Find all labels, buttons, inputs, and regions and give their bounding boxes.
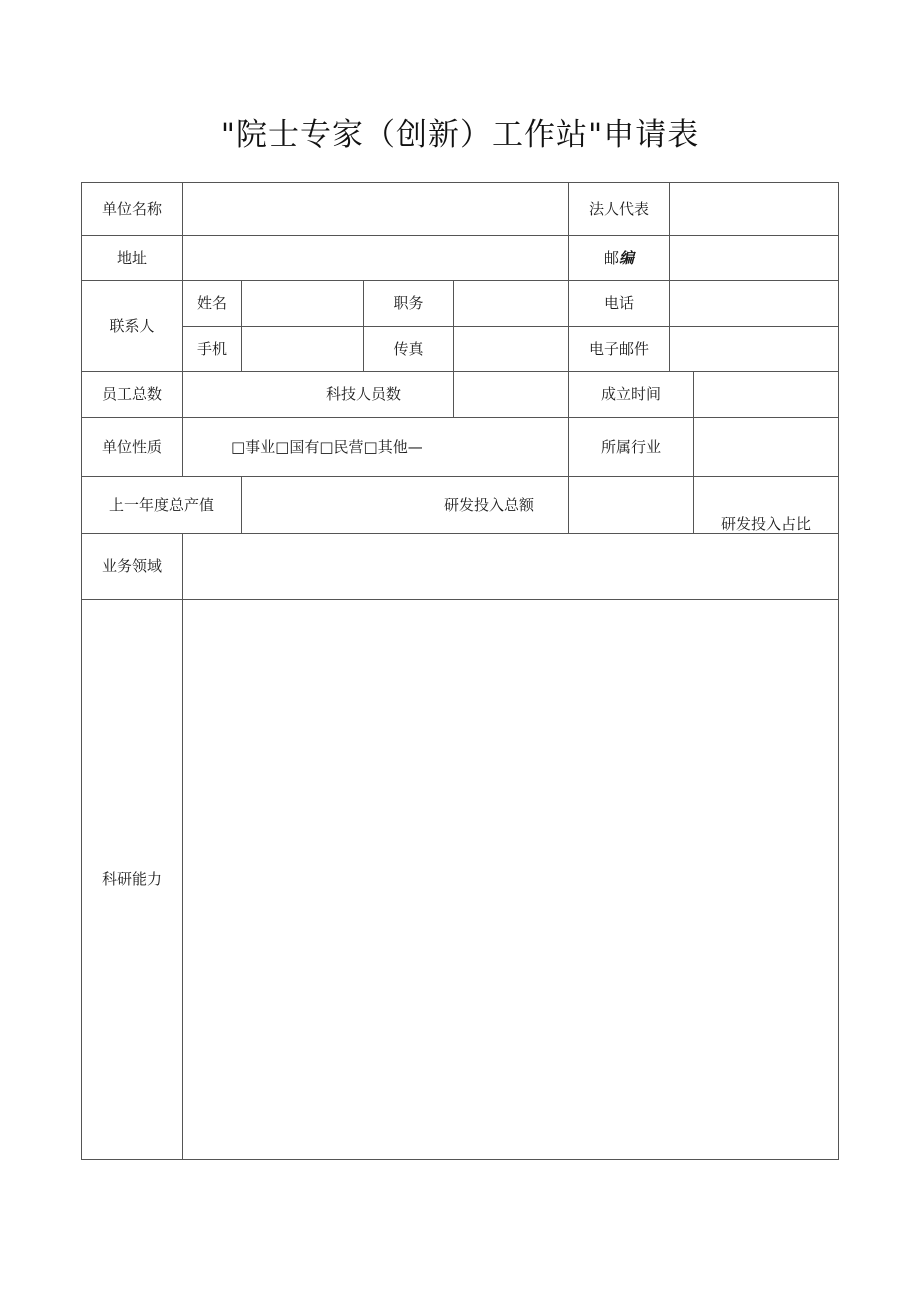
established-field[interactable] (693, 371, 839, 418)
contact-position-field[interactable] (453, 280, 569, 327)
output-value-label: 上一年度总产值 (81, 476, 242, 534)
unit-name-label: 单位名称 (81, 182, 183, 236)
fax-field[interactable] (453, 326, 569, 372)
tech-staff-field[interactable] (453, 371, 569, 418)
page-title: "院士专家（创新）工作站"申请表 (220, 117, 700, 153)
business-field-label: 业务领域 (81, 533, 183, 600)
address-label: 地址 (81, 235, 183, 281)
legal-rep-label: 法人代表 (568, 182, 670, 236)
phone-field[interactable] (669, 280, 839, 327)
contact-position-label: 职务 (363, 280, 454, 327)
staff-total-label: 员工总数 (81, 371, 183, 418)
email-label: 电子邮件 (568, 326, 670, 372)
phone-label: 电话 (568, 280, 670, 327)
rd-ratio-label: 研发投入占比 (693, 476, 839, 534)
fax-label: 传真 (363, 326, 454, 372)
postcode-label (568, 235, 670, 281)
email-field[interactable] (669, 326, 839, 372)
postcode-label-b: 编 (619, 248, 635, 267)
contact-name-field[interactable] (241, 280, 364, 327)
mobile-field[interactable] (241, 326, 364, 372)
rd-total-field[interactable] (568, 476, 694, 534)
established-label: 成立时间 (568, 371, 694, 418)
mobile-label: 手机 (182, 326, 242, 372)
research-capacity-label: 科研能力 (81, 599, 183, 1160)
industry-label: 所属行业 (568, 417, 694, 477)
industry-field[interactable] (693, 417, 839, 477)
unit-name-field[interactable] (182, 182, 569, 236)
unit-nature-options[interactable]: □事业□国有□民营□其他— (182, 417, 569, 477)
unit-nature-label: 单位性质 (81, 417, 183, 477)
contact-label: 联系人 (81, 280, 183, 372)
contact-name-label: 姓名 (182, 280, 242, 327)
postcode-label-a: 邮 (603, 248, 619, 267)
address-field[interactable] (182, 235, 569, 281)
tech-staff-label: 科技人员数 (182, 371, 454, 418)
legal-rep-field[interactable] (669, 182, 839, 236)
research-capacity-input[interactable] (182, 599, 839, 1160)
postcode-field[interactable] (669, 235, 839, 281)
rd-total-label: 研发投入总额 (241, 476, 569, 534)
business-field-input[interactable] (182, 533, 839, 600)
